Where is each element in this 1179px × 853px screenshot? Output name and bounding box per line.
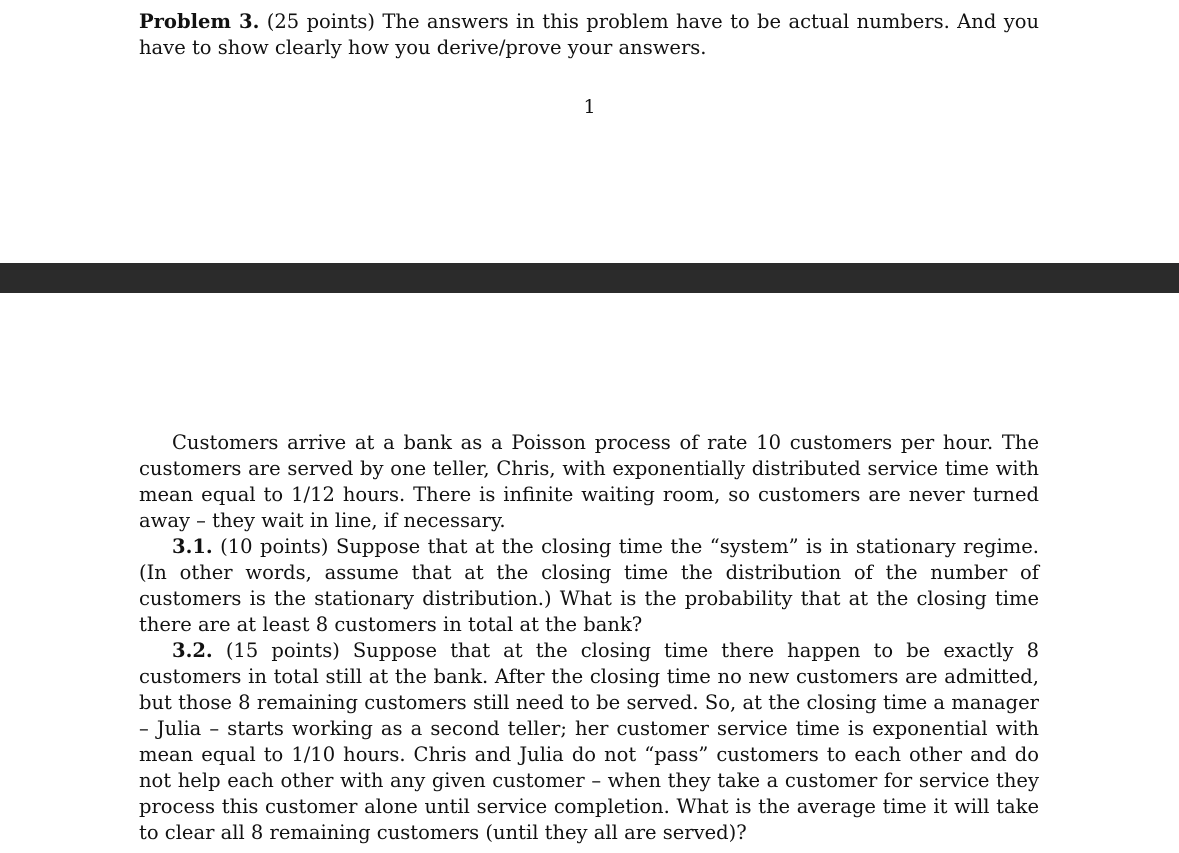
question-3-1 <box>139 534 1039 638</box>
page-divider <box>0 263 1179 293</box>
question-3-1-text: (10 points) Suppose that at the closing time the “system” is in stationary regime. (In other words, assume that at the closing time the distribution of the number of customers is the stationary distribution.) What is the probability that at the closing time there are at least 8 customers in total at the bank? <box>139 535 1039 636</box>
question-3-1-label: 3.1. <box>172 535 213 558</box>
page-number: 1 <box>583 96 596 118</box>
problem-heading <box>139 9 1039 61</box>
question-3-2-text: (15 points) Suppose that at the closing time there happen to be exactly 8 customers in total still at the bank. After the closing time no new customers are admitted, but those 8 remaining customers still need to be served. So, at the closing time a manager – Julia – starts working as a second teller; her customer service time is exponential with mean equal to 1/10 hours. Chris and Julia do not “pass” customers to each other and do not help each other with any given customer – when they take a customer for service they process this customer alone until service completion. What is the average time it will take to clear all 8 remaining customers (until they all are served)? <box>139 639 1039 844</box>
problem-body <box>139 430 1039 846</box>
question-3-2-label: 3.2. <box>172 639 213 662</box>
intro-paragraph: Customers arrive at a bank as a Poisson process of rate 10 customers per hour. The customers are served by one teller, Chris, with exponentially distributed service time with mean equal to 1/12 hours. There is infinite waiting room, so customers are never turned away – they wait in line, if necessary. <box>139 431 1039 532</box>
problem-instructions: (25 points) The answers in this problem have to be actual numbers. And you have to show clearly how you derive/prove your answers. <box>139 10 1040 59</box>
question-3-2 <box>139 638 1039 846</box>
problem-label: Problem 3. <box>139 10 260 33</box>
